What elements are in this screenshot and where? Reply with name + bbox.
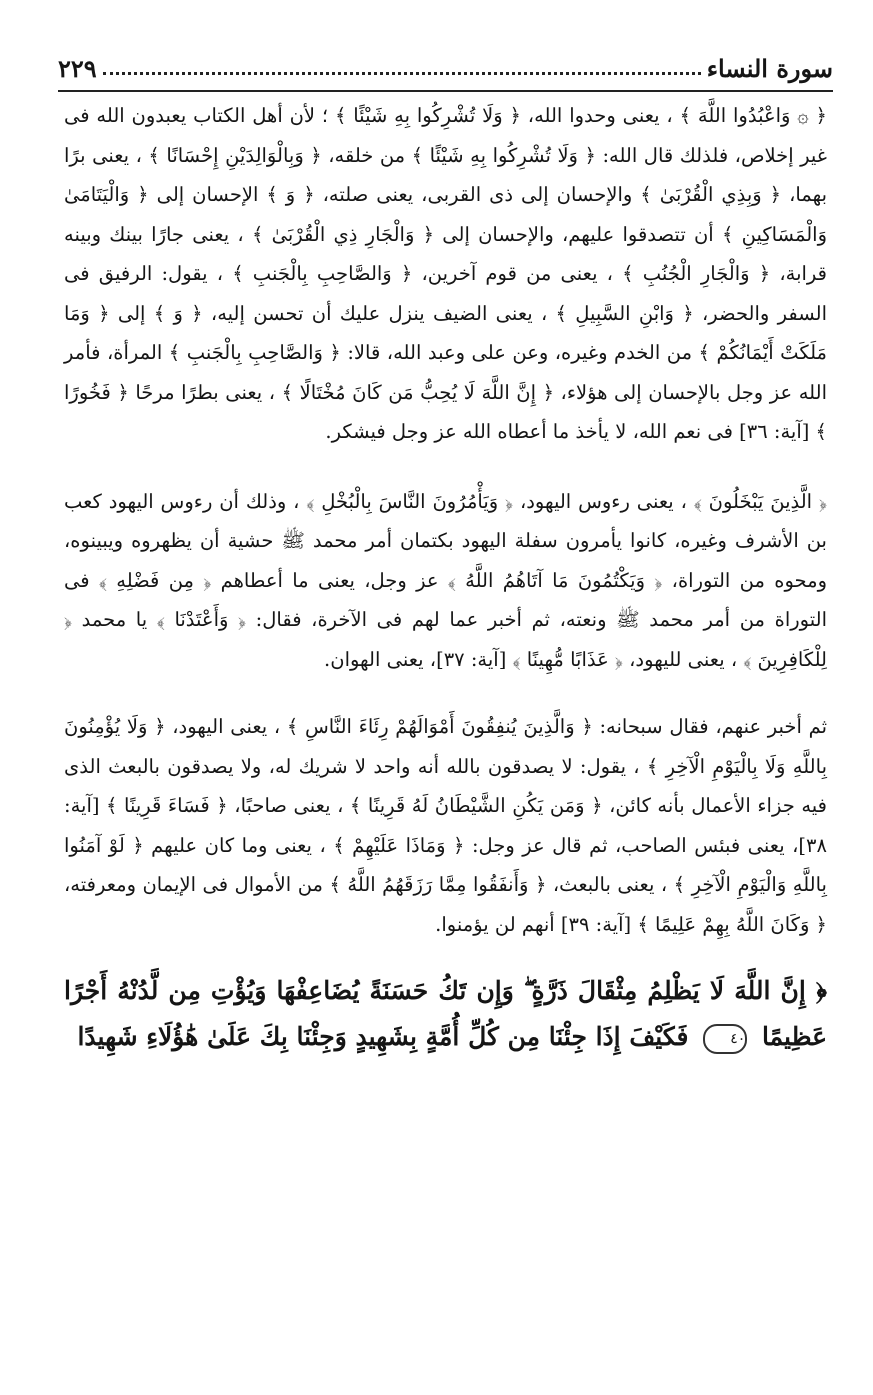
verse-line-2: فَكَيْفَ إِذَا جِئْنَا مِن كُلِّ أُمَّةٍ بِشَهِيدٍ وَجِئْنَا بِكَ عَلَىٰ هَٰؤُلَاءِ شَهِيدًا <box>77 1022 689 1051</box>
commentary-paragraph-2: ﴿ الَّذِينَ يَبْخَلُونَ ﴾ ، يعنى رءوس اليهود، ﴿ وَيَأْمُرُونَ النَّاسَ بِالْبُخْلِ ﴾ ، وذلك أن رءوس اليهود كعب بن الأشرف وغيره، كانوا يأمرون سفلة اليهود بكتمان أمر محمد ﷺ حشية أن يظهروه ويبينوه، ومحوه من التوراة، ﴿ وَيَكْتُمُونَ مَا آتَاهُمُ اللَّهُ ﴾ عز وجل، يعنى ما أعطاهم ﴿ مِن فَضْلِهِ ﴾ فى التوراة من أمر محمد ﷺ ونعته، ثم أخبر عما لهم فى الآخرة، فقال: ﴿ وَأَعْتَدْنَا ﴾ يا محمد ﴿ لِلْكَافِرِينَ ﴾ ، يعنى لليهود، ﴿ عَذَابًا مُّهِينًا ﴾ [آية: ٣٧]، يعنى الهوان. <box>64 489 827 671</box>
surah-title: سورة النساء <box>706 53 833 83</box>
page-header <box>58 48 833 88</box>
verse-line-1: ﴿ إِنَّ اللَّهَ لَا يَظْلِمُ مِثْقَالَ ذَرَّةٍ ۖ وَإِن تَكُ حَسَنَةً يُضَاعِفْهَا وَيُؤْتِ مِن لَّدُنْهُ أَجْرًا عَظِيمًا <box>64 976 827 1051</box>
page-body <box>64 96 827 1060</box>
ayah-number-marker: ٤٠ <box>703 1024 747 1054</box>
header-divider <box>58 90 833 92</box>
commentary-paragraph-1: ﴿ ۞ وَاعْبُدُوا اللَّهَ ﴾ ، يعنى وحدوا الله، ﴿ وَلَا تُشْرِكُوا بِهِ شَيْئًا ﴾ ؛ لأن أهل الكتاب يعبدون الله فى غير إخلاص، فلذلك قال الله: ﴿ وَلَا تُشْرِكُوا بِهِ شَيْئًا ﴾ من خلقه، ﴿ وَبِالْوَالِدَيْنِ إِحْسَانًا ﴾ ، يعنى برًا بهما، ﴿ وَبِذِي الْقُرْبَىٰ ﴾ والإحسان إلى ذى القربى، يعنى صلته، ﴿ وَ ﴾ الإحسان إلى ﴿ وَالْيَتَامَىٰ وَالْمَسَاكِينِ ﴾ أن تتصدقوا عليهم، والإحسان إلى ﴿ وَالْجَارِ ذِي الْقُرْبَىٰ ﴾ ، يعنى جارًا بينك وبينه قرابة، ﴿ وَالْجَارِ الْجُنُبِ ﴾ ، يعنى من قوم آخرين، ﴿ وَالصَّاحِبِ بِالْجَنبِ ﴾ ، يقول: الرفيق فى السفر والحضر، ﴿ وَابْنِ السَّبِيلِ ﴾ ، يعنى الضيف ينزل عليك أن تحسن إليه، ﴿ وَ ﴾ إلى ﴿ وَمَا مَلَكَتْ أَيْمَانُكُمْ ﴾ من الخدم وغيره، وعن على وعبد الله، قالا: ﴿ وَالصَّاحِبِ بِالْجَنبِ ﴾ المرأة، فأمر الله عز وجل بالإحسان إلى هؤلاء، ﴿ إِنَّ اللَّهَ لَا يُحِبُّ مَن كَانَ مُخْتَالًا ﴾ ، يعنى بطرًا مرحًا ﴿ فَخُورًا ﴾ [آية: ٣٦] فى نعم الله، لا يأخذ ما أعطاه الله عز وجل فيشكر. <box>64 104 827 443</box>
page-number: ٢٢٩ <box>58 53 97 83</box>
header-dot-leader <box>103 72 701 75</box>
quran-verse-block <box>64 968 827 1060</box>
commentary-paragraph-3: ثم أخبر عنهم، فقال سبحانه: ﴿ وَالَّذِينَ يُنفِقُونَ أَمْوَالَهُمْ رِئَاءَ النَّاسِ ﴾ ، يعنى اليهود، ﴿ وَلَا يُؤْمِنُونَ بِاللَّهِ وَلَا بِالْيَوْمِ الْآخِرِ ﴾ ، يقول: لا يصدقون بالله أنه واحد لا شريك له، ولا يصدقون بالبعث الذى فيه جزاء الأعمال بأنه كائن، ﴿ وَمَن يَكُنِ الشَّيْطَانُ لَهُ قَرِينًا ﴾ ، يعنى صاحبًا، ﴿ فَسَاءَ قَرِينًا ﴾ [آية: ٣٨]، يعنى فبئس الصاحب، ثم قال عز وجل: ﴿ وَمَاذَا عَلَيْهِمْ ﴾ ، يعنى وما كان عليهم ﴿ لَوْ آمَنُوا بِاللَّهِ وَالْيَوْمِ الْآخِرِ ﴾ ، يعنى بالبعث، ﴿ وَأَنفَقُوا مِمَّا رَزَقَهُمُ اللَّهُ ﴾ من الأموال فى الإيمان ومعرفته، ﴿ وَكَانَ اللَّهُ بِهِمْ عَلِيمًا ﴾ [آية: ٣٩] أنهم لن يؤمنوا. <box>64 715 827 936</box>
